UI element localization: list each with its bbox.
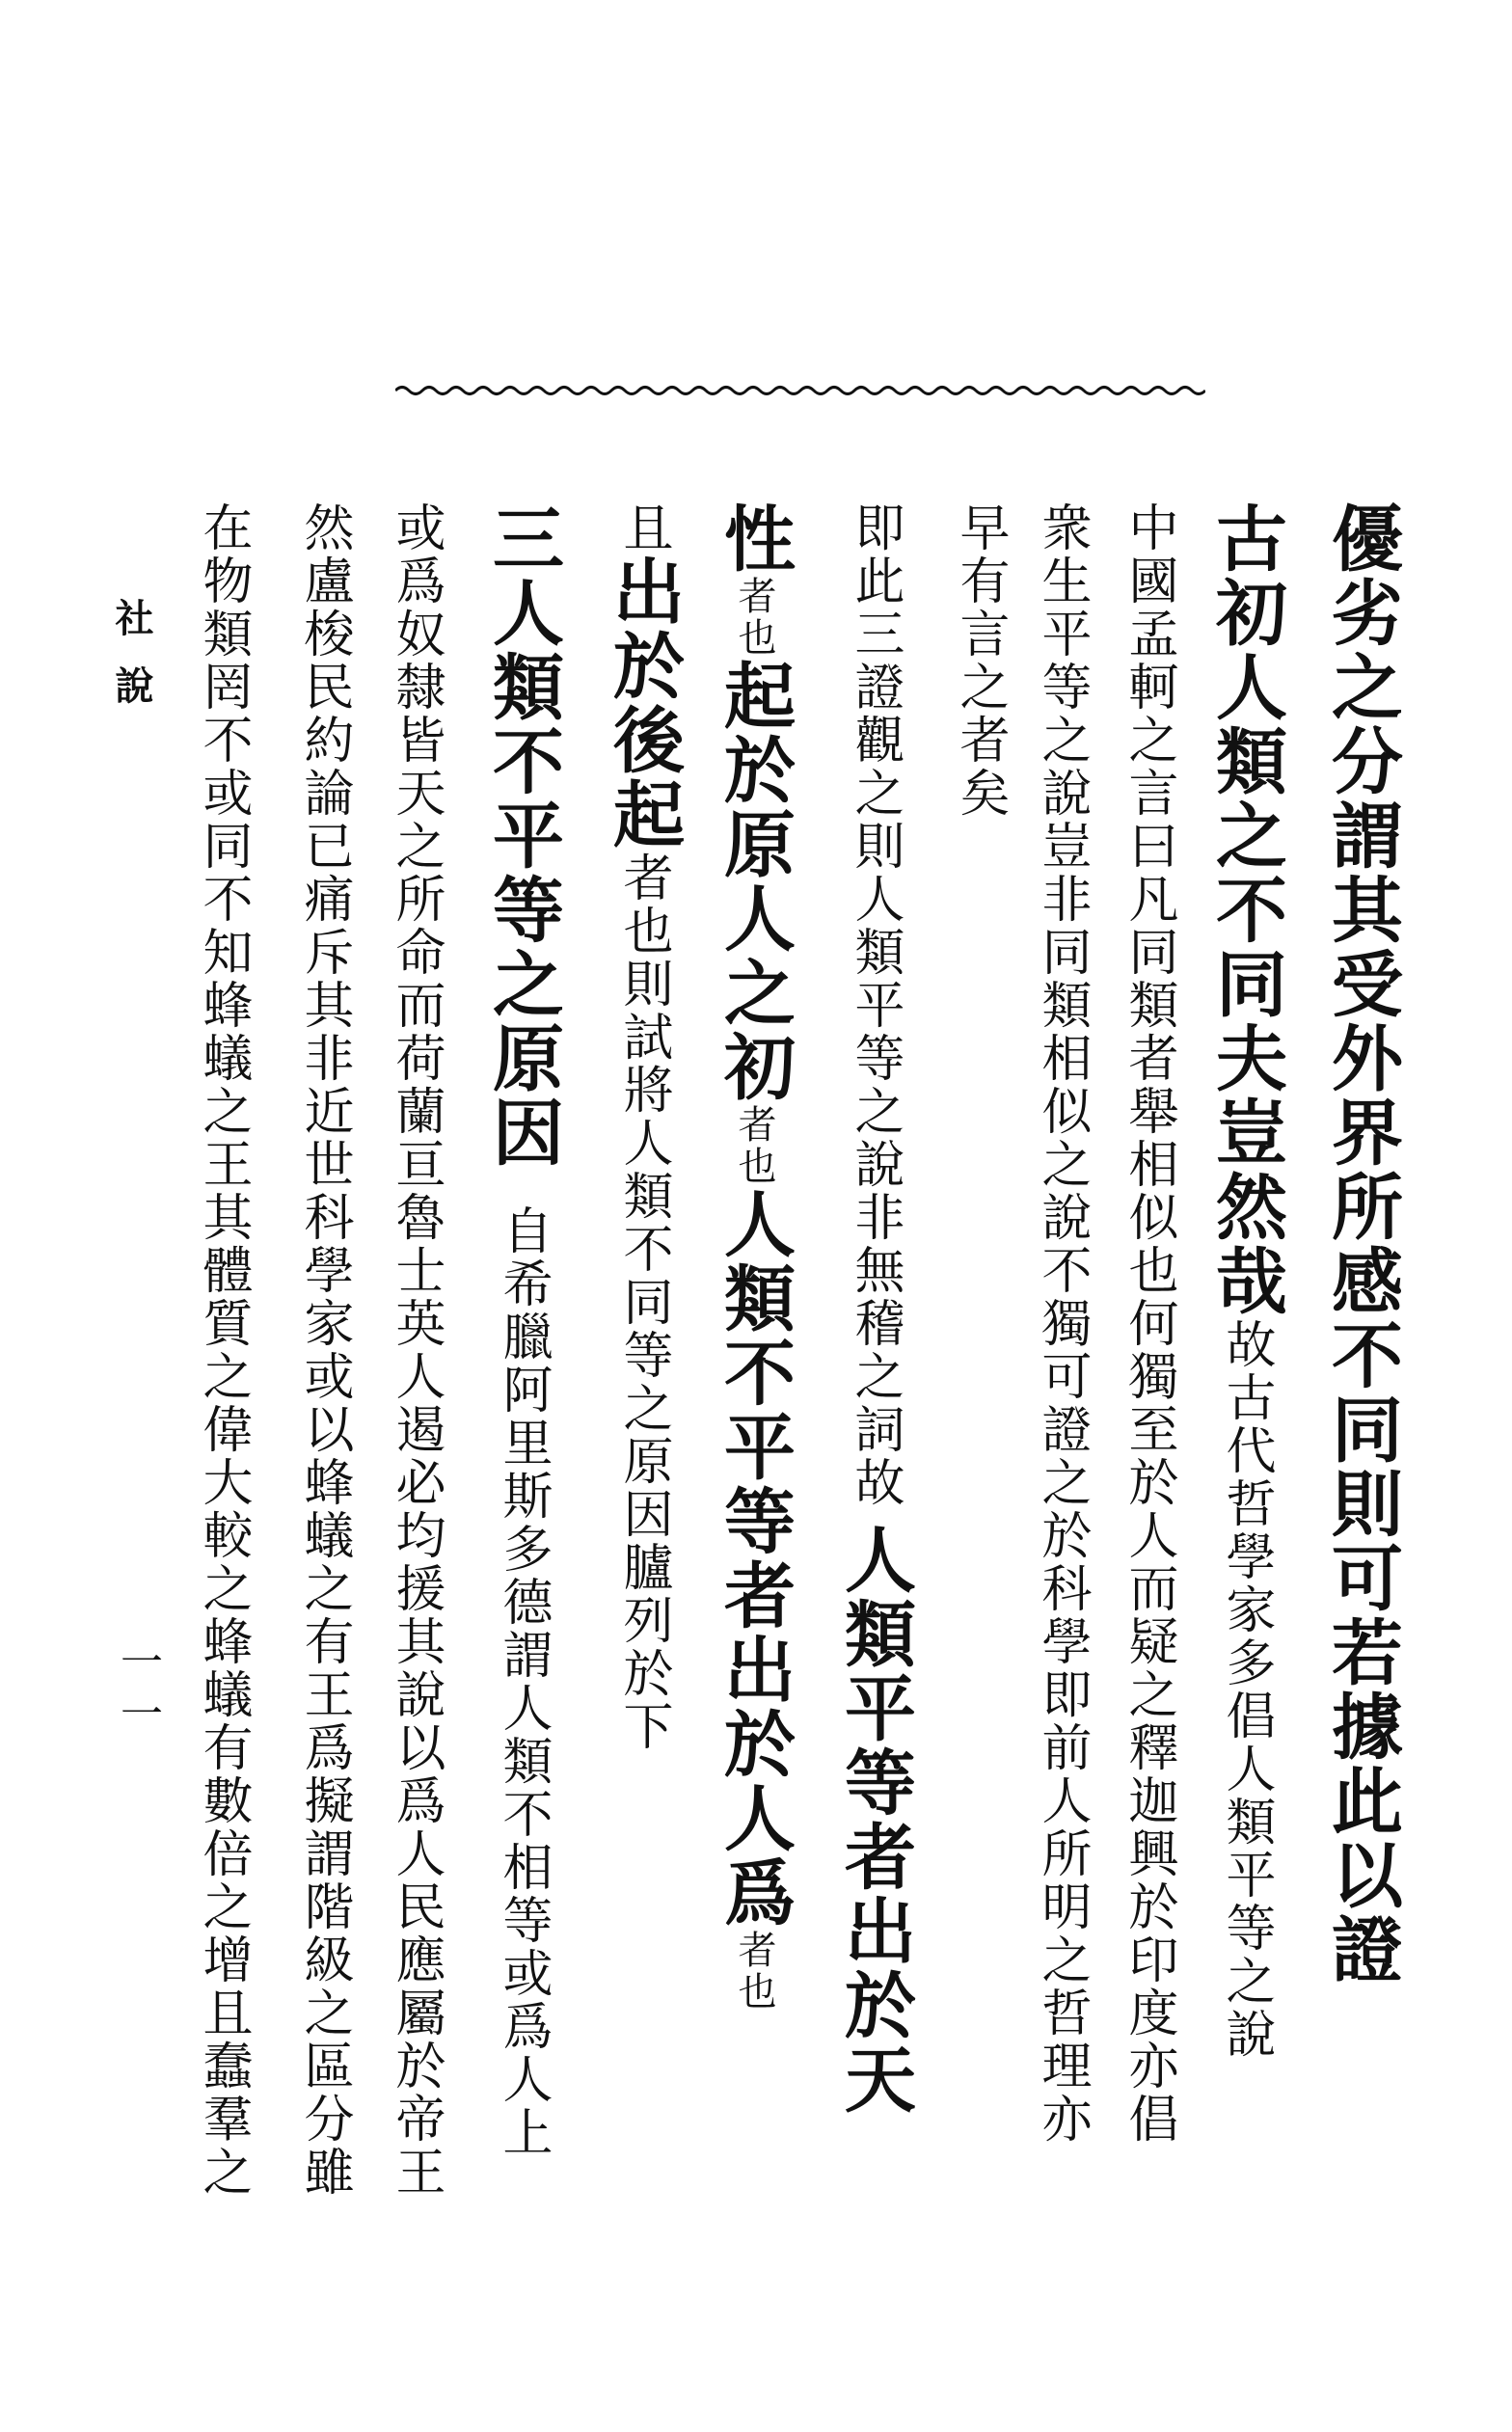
column-text: 即此三證觀之則人類平等之說非無稽之詞故 xyxy=(846,501,904,1509)
text-column-4 xyxy=(1033,501,1091,2146)
column-text: 故古代哲學家多倡人類平等之說 xyxy=(1217,1318,1275,2061)
text-column-12 xyxy=(194,501,252,2199)
wavy-rule xyxy=(395,384,1205,397)
column-text: 在物類罔不或同不知蜂蟻之王其體質之偉大較之蜂蟻有數倍之增且蠢羣之 xyxy=(194,501,252,2199)
text-column-3 xyxy=(1120,501,1177,2146)
column-text: 者也 xyxy=(732,576,776,659)
column-text: 早有言之者矣 xyxy=(951,501,1009,820)
emphasized-text: 出於後起 xyxy=(602,554,685,851)
text-column-11 xyxy=(295,501,353,2199)
column-text: 者也則試將人類不同等之原因臚列於下 xyxy=(614,851,672,1753)
column-text: 且 xyxy=(614,501,672,554)
text-column-9 xyxy=(481,501,564,2159)
column-text: 衆生平等之說豈非同類相似之說不獨可證之於科學即前人所明之哲理亦 xyxy=(1033,501,1091,2146)
running-head: 社說 xyxy=(109,598,154,733)
column-text: 者也 xyxy=(732,1104,776,1187)
text-column-6 xyxy=(833,501,916,2117)
text-column-1 xyxy=(1320,501,1403,1986)
emphasized-text: 人類平等者出於天 xyxy=(833,1523,916,2117)
column-text: 然盧梭民約論已痛斥其非近世科學家或以蜂蟻之有王爲擬謂階級之區分雖 xyxy=(295,501,353,2199)
emphasized-text: 人類不平等者出於人爲 xyxy=(713,1187,796,1930)
section-heading: 三人類不平等之原因 xyxy=(481,501,564,1170)
column-text: 者也 xyxy=(732,1930,776,2013)
column-text: 中國孟軻之言曰凡同類者舉相似也何獨至於人而疑之釋迦興於印度亦倡 xyxy=(1120,501,1177,2146)
text-column-10 xyxy=(387,501,445,2199)
column-text: 或爲奴隸皆天之所命而荷蘭亘魯士英人遏必均援其說以爲人民應屬於帝王 xyxy=(387,501,445,2199)
column-text: 優劣之分謂其受外界所感不同則可若據此以證 xyxy=(1320,501,1403,1986)
page-number: 一一 xyxy=(113,1639,162,1743)
text-column-2 xyxy=(1204,501,1287,2061)
emphasized-text: 性 xyxy=(713,501,796,576)
emphasized-text: 起於原人之初 xyxy=(713,659,796,1104)
text-column-8 xyxy=(602,501,685,1753)
text-column-7 xyxy=(713,501,796,2013)
text-column-5 xyxy=(951,501,1009,820)
column-text: 自希臘阿里斯多德謂人類不相等或爲人上 xyxy=(494,1204,552,2159)
emphasized-text: 古初人類之不同夫豈然哉 xyxy=(1204,501,1287,1318)
